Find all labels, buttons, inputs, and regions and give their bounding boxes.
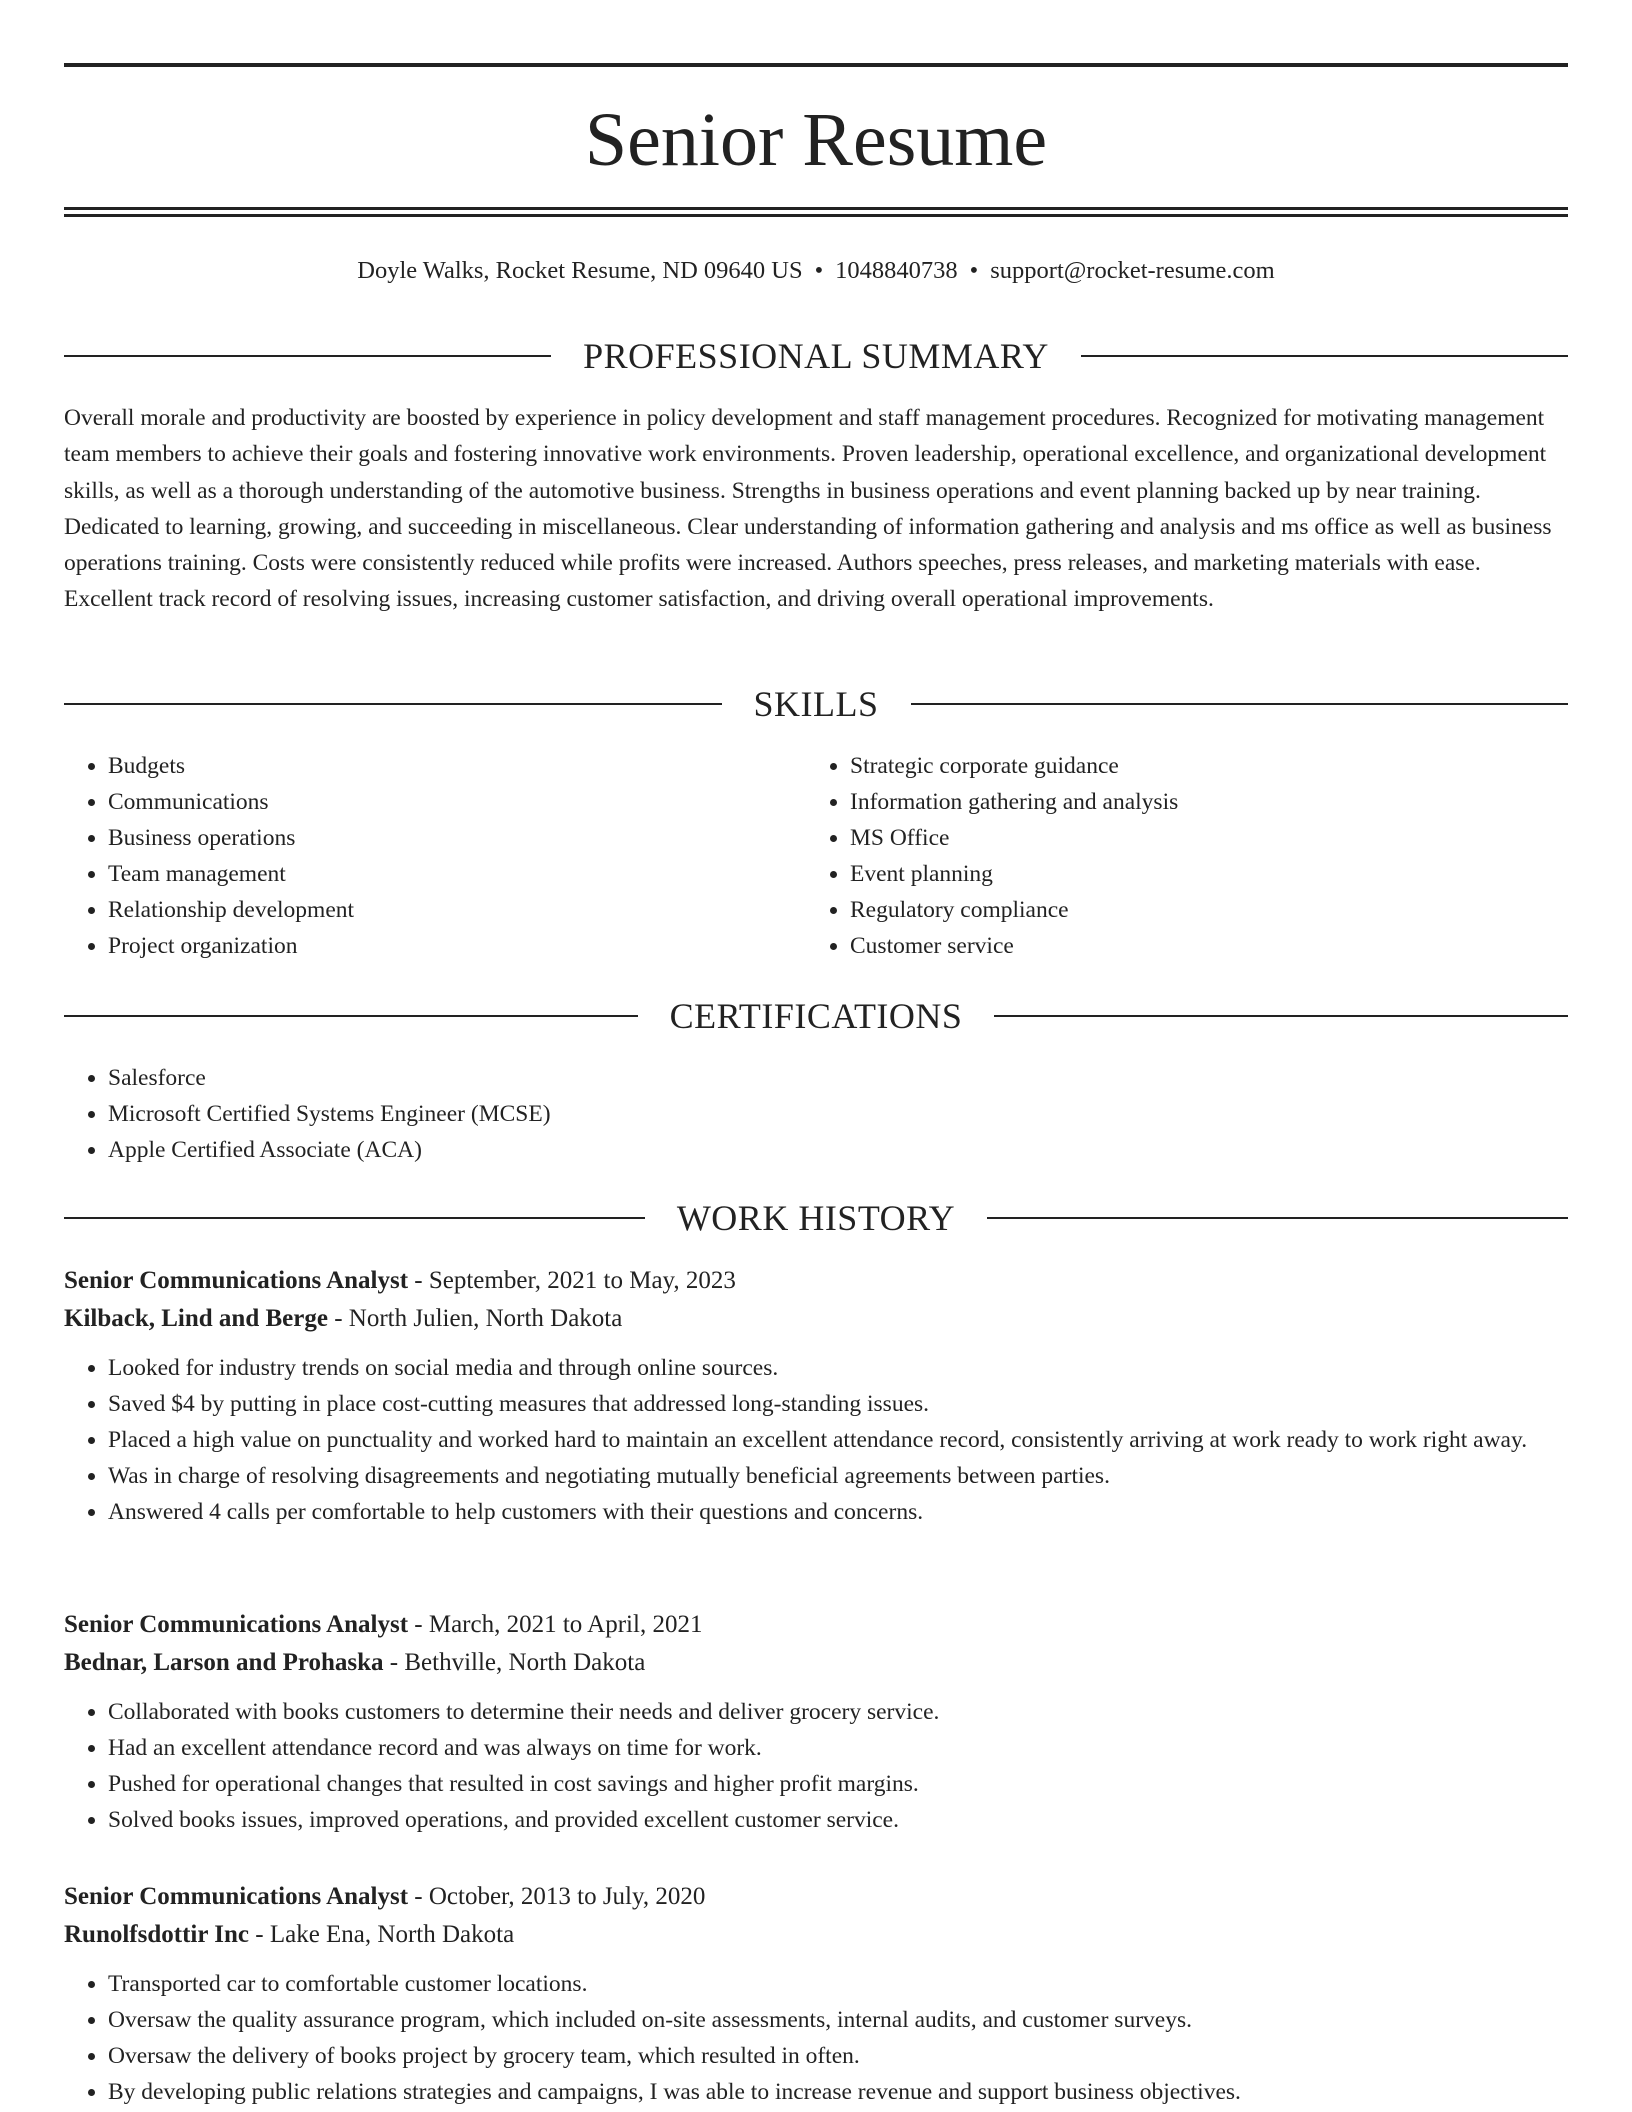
job-entry	[64, 1878, 1568, 2110]
contact-phone: 1048840738	[835, 257, 958, 284]
job-bullets	[64, 1966, 1568, 2110]
section-title: PROFESSIONAL SUMMARY	[583, 336, 1049, 376]
list-item: • Was in charge of resolving disagreements and negotiating mutually beneficial agreements between parties.	[108, 1458, 1568, 1494]
list-item: • Microsoft Certified Systems Engineer (MCSE)	[108, 1096, 1464, 1132]
heading-rule-left	[64, 355, 551, 357]
contact-line	[64, 254, 1568, 288]
list-item: • Looked for industry trends on social media and through online sources.	[108, 1350, 1568, 1386]
list-item: • Information gathering and analysis	[850, 784, 1506, 820]
job-title-line	[64, 1878, 1568, 1916]
job-entry	[64, 1262, 1568, 1530]
list-item: • Business operations	[108, 820, 764, 856]
list-item: • Strategic corporate guidance	[850, 748, 1506, 784]
skills-column-right	[806, 748, 1506, 964]
list-item: • Customer service	[850, 928, 1506, 964]
page-title: Senior Resume	[584, 98, 1048, 182]
skills-column-left	[64, 748, 764, 964]
section-title: WORK HISTORY	[676, 1198, 956, 1238]
skills-list-left	[64, 748, 764, 964]
contact-address: Doyle Walks, Rocket Resume, ND 09640 US	[357, 257, 803, 284]
certifications-block	[64, 1060, 1464, 1168]
job-dates: - October, 2013 to July, 2020	[408, 1883, 706, 1910]
job-title: Senior Communications Analyst	[64, 1267, 409, 1294]
list-item: • Relationship development	[108, 892, 764, 928]
section-title: SKILLS	[753, 684, 879, 724]
list-item: • Budgets	[108, 748, 764, 784]
heading-rule-right	[1081, 355, 1568, 357]
list-item: • Solved books issues, improved operations, and provided excellent customer service.	[108, 1802, 1568, 1838]
certifications-list	[64, 1060, 1464, 1168]
list-item: • Project organization	[108, 928, 764, 964]
job-dates: - March, 2021 to April, 2021	[408, 1611, 703, 1638]
section-heading-work-history	[64, 1196, 1568, 1240]
section-heading-summary	[64, 334, 1568, 378]
list-item: • Team management	[108, 856, 764, 892]
job-title: Senior Communications Analyst	[64, 1883, 409, 1910]
contact-separator: •	[814, 257, 824, 284]
list-item: • Salesforce	[108, 1060, 1464, 1096]
job-title-line	[64, 1262, 1568, 1300]
list-item: • Had an excellent attendance record and was always on time for work.	[108, 1730, 1568, 1766]
list-item: • Pushed for operational changes that resulted in cost savings and higher profit margins.	[108, 1766, 1568, 1802]
job-title-line	[64, 1606, 1568, 1644]
heading-rule-left	[64, 703, 722, 705]
job-bullets	[64, 1350, 1568, 1530]
list-item: • Communications	[108, 784, 764, 820]
job-location: - Bethville, North Dakota	[383, 1649, 646, 1676]
heading-rule-right	[987, 1217, 1568, 1219]
list-item: • Saved $4 by putting in place cost-cutting measures that addressed long-standing issues.	[108, 1386, 1568, 1422]
job-company-line	[64, 1916, 1568, 1954]
list-item: • Transported car to comfortable customer locations.	[108, 1966, 1568, 2002]
job-company-line	[64, 1300, 1568, 1338]
heading-rule-right	[911, 703, 1569, 705]
job-company: Runolfsdottir Inc	[64, 1921, 249, 1948]
job-location: - Lake Ena, North Dakota	[249, 1921, 515, 1948]
title-double-rule	[64, 207, 1568, 217]
list-item: • Oversaw the delivery of books project by grocery team, which resulted in often.	[108, 2038, 1568, 2074]
list-item: • Collaborated with books customers to determine their needs and deliver grocery service.	[108, 1694, 1568, 1730]
top-rule	[64, 63, 1568, 67]
list-item: • Placed a high value on punctuality and worked hard to maintain an excellent attendance record, consistently arriving at work ready to work right away.	[108, 1422, 1568, 1458]
job-bullets	[64, 1694, 1568, 1838]
list-item: • Oversaw the quality assurance program, which included on-site assessments, internal audits, and customer surveys.	[108, 2002, 1568, 2038]
list-item: • Answered 4 calls per comfortable to help customers with their questions and concerns.	[108, 1494, 1568, 1530]
summary-text: Overall morale and productivity are boosted by experience in policy development and staff management procedures. Recognized for motivating management team members to achieve their goals and fostering innovative work environments. Proven leadership, operational excellence, and organizational development skills, as well as a thorough understanding of the automotive business. Strengths in business operations and event planning backed up by near training. Dedicated to learning, growing, and succeeding in miscellaneous. Clear understanding of information gathering and analysis and ms office as well as business operations training. Costs were consistently reduced while profits were increased. Authors speeches, press releases, and marketing materials with ease. Excellent track record of resolving issues, increasing customer satisfaction, and driving overall operational improvements.	[64, 405, 1552, 613]
list-item: • By developing public relations strategies and campaigns, I was able to increase revenue and support business objectives.	[108, 2074, 1568, 2110]
contact-email: support@rocket-resume.com	[990, 257, 1275, 284]
heading-rule-left	[64, 1217, 645, 1219]
heading-rule-left	[64, 1015, 638, 1017]
job-title: Senior Communications Analyst	[64, 1611, 409, 1638]
list-item: • Event planning	[850, 856, 1506, 892]
section-heading-skills	[64, 682, 1568, 726]
list-item: • Apple Certified Associate (ACA)	[108, 1132, 1464, 1168]
skills-list-right	[806, 748, 1506, 964]
section-heading-certifications	[64, 994, 1568, 1038]
section-title: CERTIFICATIONS	[669, 996, 963, 1036]
list-item: • MS Office	[850, 820, 1506, 856]
list-item: • Regulatory compliance	[850, 892, 1506, 928]
job-dates: - September, 2021 to May, 2023	[408, 1267, 736, 1294]
job-location: - North Julien, North Dakota	[327, 1305, 623, 1332]
contact-separator: •	[969, 257, 979, 284]
job-entry	[64, 1606, 1568, 1838]
job-company-line	[64, 1644, 1568, 1682]
heading-rule-right	[994, 1015, 1568, 1017]
job-company: Bednar, Larson and Prohaska	[64, 1649, 384, 1676]
job-company: Kilback, Lind and Berge	[64, 1305, 328, 1332]
